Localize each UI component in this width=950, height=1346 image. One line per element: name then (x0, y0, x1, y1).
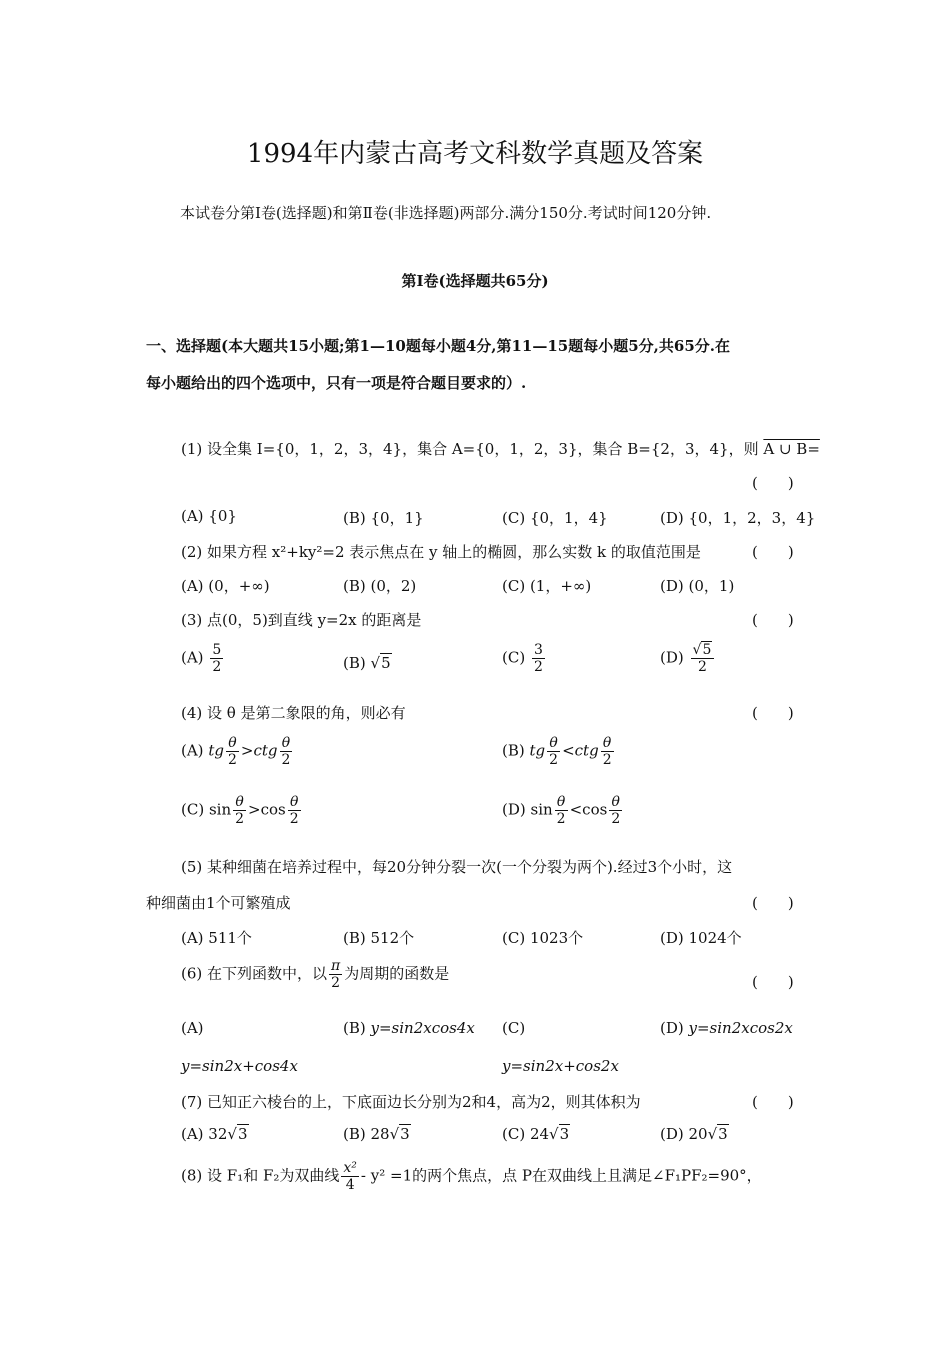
denominator: 4 (345, 1177, 355, 1194)
answer-paren: ( ) (752, 973, 794, 991)
q1-option-c: (C) {0，1，4} (502, 509, 608, 527)
fraction (280, 735, 293, 768)
numerator: 3 (533, 642, 543, 658)
q5-option-a: (A) 511个 (181, 929, 252, 947)
question-2-stem: (2) 如果方程 x²+ky²=2 表示焦点在 y 轴上的椭圆，那么实数 k 的取值范围是 (181, 543, 701, 561)
radicand: 3 (237, 1125, 248, 1143)
numerator: θ (555, 794, 568, 811)
denominator: 2 (281, 752, 291, 769)
answer-paren: ( ) (752, 474, 794, 492)
denominator: 2 (697, 659, 707, 676)
numerator: θ (288, 794, 301, 811)
q6-option-b (343, 1019, 475, 1037)
q2-option-b: (B) (0，2) (343, 577, 417, 595)
q6-option-a-expression: y=sin2x+cos4x (181, 1057, 298, 1075)
numerator: √5 (691, 642, 715, 659)
q2-option-a: (A) (0，+∞) (181, 577, 270, 595)
fraction (210, 642, 223, 675)
option-label: (D) (660, 1019, 684, 1037)
page-title: 1994年内蒙古高考文科数学真题及答案 (246, 139, 704, 169)
fraction (233, 794, 246, 827)
fraction (547, 735, 560, 768)
q1-option-b: (B) {0，1} (343, 509, 424, 527)
answer-paren: ( ) (752, 543, 794, 561)
fraction (329, 958, 342, 991)
q2-option-d: (D) (0，1) (660, 577, 735, 595)
radicand: 5 (381, 654, 391, 672)
fraction (601, 735, 614, 768)
numerator: θ (547, 735, 560, 752)
option-label: (D) 20 (660, 1125, 708, 1143)
q7-option-c: (C) 24√3 (502, 1125, 570, 1143)
func-cos: cos (260, 800, 286, 819)
answer-paren: ( ) (752, 704, 794, 722)
q6-option-c-expression: y=sin2x+cos2x (502, 1057, 619, 1075)
fraction (609, 794, 622, 827)
question-8-text-end: 的两个焦点，点 P在双曲线上且满足∠F₁PF₂=90°， (412, 1166, 762, 1185)
radicand: 3 (718, 1125, 728, 1143)
question-6-stem (181, 958, 449, 991)
option-label: (A) (181, 741, 204, 760)
func-cos: cos (582, 800, 608, 819)
q6-option-d (660, 1019, 793, 1037)
option-label: (C) 24 (502, 1125, 550, 1143)
q2-option-c: (C) (1，+∞) (502, 577, 592, 595)
denominator: 2 (602, 752, 612, 769)
relation: > (248, 800, 261, 819)
q6-option-c-label: (C) (502, 1019, 526, 1037)
q3-option-c (502, 642, 547, 675)
numerator: 5 (212, 642, 222, 658)
exam-intro: 本试卷分第Ⅰ卷(选择题)和第Ⅱ卷(非选择题)两部分.满分150分.考试时间120分钟. (180, 204, 712, 222)
option-label: (C) (502, 648, 526, 667)
denominator: 2 (212, 659, 222, 676)
q6-option-a-label: (A) (181, 1019, 204, 1037)
answer-paren: ( ) (752, 894, 794, 912)
section-title: 第Ⅰ卷(选择题共65分) (401, 272, 549, 290)
q1-option-a: (A) {0} (181, 507, 237, 525)
func-tg: tg (529, 741, 546, 760)
part-header-line1: 一、选择题(本大题共15小题;第1—10题每小题4分,第11—15题每小题5分,共65分.在 (146, 337, 730, 355)
question-6-text-end: 为周期的函数是 (344, 964, 450, 983)
question-7-stem: (7) 已知正六棱台的上，下底面边长分别为2和4，高为2，则其体积为 (181, 1093, 641, 1111)
option-label: (A) 32 (181, 1125, 228, 1143)
q5-option-c: (C) 1023个 (502, 929, 584, 947)
q5-option-d: (D) 1024个 (660, 929, 742, 947)
question-3-stem: (3) 点(0，5)到直线 y=2x 的距离是 (181, 611, 422, 629)
denominator: 2 (235, 811, 245, 828)
option-label: (B) (502, 741, 525, 760)
q5-option-b: (B) 512个 (343, 929, 415, 947)
answer-paren: ( ) (752, 611, 794, 629)
func-ctg: ctg (574, 741, 599, 760)
radicand: 5 (702, 642, 712, 658)
relation: < (562, 741, 575, 760)
q1-option-d: (D) {0，1，2，3，4} (660, 509, 816, 527)
q7-option-d: (D) 20√3 (660, 1125, 728, 1143)
question-6-text: (6) 在下列函数中，以 (181, 964, 328, 983)
fraction (532, 642, 545, 675)
option-expression: y=sin2xcos4x (370, 1019, 475, 1037)
relation: > (240, 741, 254, 760)
relation: < (569, 800, 583, 819)
q7-option-a: (A) 32√3 (181, 1125, 248, 1143)
numerator: x² (343, 1160, 357, 1176)
q4-option-d (502, 794, 624, 827)
radicand: 3 (400, 1125, 410, 1143)
denominator: 2 (331, 975, 341, 992)
denominator: 2 (533, 659, 543, 676)
func-tg: tg (208, 741, 224, 760)
func-ctg: ctg (253, 741, 278, 760)
numerator: θ (233, 794, 246, 811)
numerator: θ (280, 735, 293, 752)
q3-option-b: (B) √5 (343, 654, 391, 672)
fraction (691, 642, 715, 675)
denominator: 2 (549, 752, 559, 769)
question-1-text: (1) 设全集 I={0，1，2，3，4}，集合 A={0，1，2，3}，集合 B={2，3，4}，则 (181, 440, 759, 458)
answer-paren: ( ) (752, 1093, 794, 1111)
fraction (226, 735, 239, 768)
option-expression: y=sin2xcos2x (688, 1019, 793, 1037)
q3-option-d (660, 642, 716, 675)
question-5-stem-line1: (5) 某种细菌在培养过程中，每20分钟分裂一次(一个分裂为两个).经过3个小时，这 (181, 858, 733, 876)
denominator: 2 (611, 811, 621, 828)
denominator: 2 (556, 811, 566, 828)
func-sin: sin (530, 800, 553, 819)
q4-option-b (502, 735, 616, 768)
denominator: 2 (289, 811, 299, 828)
numerator: π (331, 958, 341, 974)
option-label: (B) (343, 1019, 366, 1037)
question-1-stem (181, 438, 820, 459)
question-5-stem-line2: 种细菌由1个可繁殖成 (146, 894, 291, 912)
numerator: θ (609, 794, 622, 811)
q7-option-b: (B) 28√3 (343, 1125, 410, 1143)
question-8-text: (8) 设 F₁和 F₂为双曲线 (181, 1166, 340, 1185)
denominator: 2 (227, 752, 237, 769)
numerator: θ (226, 735, 239, 752)
question-4-stem: (4) 设 θ 是第二象限的角，则必有 (181, 704, 406, 722)
q4-option-a (181, 735, 294, 768)
option-label: (A) (181, 648, 204, 667)
radicand: 3 (559, 1125, 570, 1143)
equation-rest: - y² =1 (360, 1166, 413, 1185)
option-label: (C) (181, 800, 205, 819)
option-label: (B) (343, 654, 366, 672)
fraction (341, 1160, 359, 1193)
option-label: (D) (660, 648, 684, 667)
fraction (555, 794, 568, 827)
option-label: (B) 28 (343, 1125, 390, 1143)
numerator: θ (601, 735, 614, 752)
func-sin: sin (208, 800, 232, 819)
q3-option-a (181, 642, 225, 675)
q4-option-c (181, 794, 303, 827)
part-header-line2: 每小题给出的四个选项中，只有一项是符合题目要求的）. (146, 374, 527, 392)
question-1-expression: A ∪ B= (763, 440, 820, 458)
fraction (288, 794, 301, 827)
option-label: (D) (502, 800, 526, 819)
question-8-stem (181, 1160, 762, 1193)
